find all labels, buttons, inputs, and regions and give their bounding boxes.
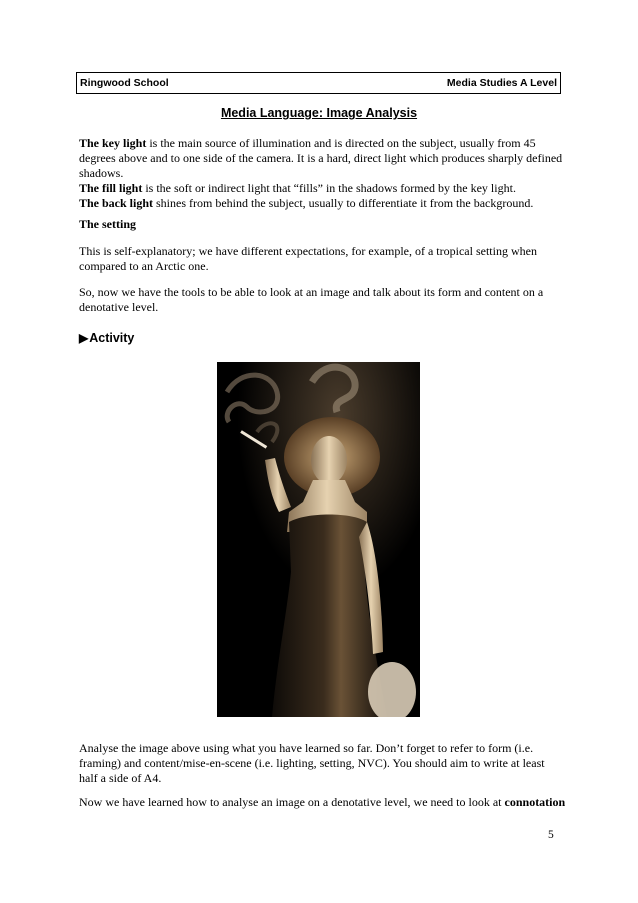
page-title: Media Language: Image Analysis [220,106,418,120]
key-light-text-2: degrees above and to one side of the camera. It is a hard, direct light which produces sharply defined [79,151,563,165]
key-light-term: The key light [79,136,147,150]
back-light-term: The back light [79,196,154,210]
analyse-text-3: half a side of A4. [79,771,162,785]
analyse-text-2: framing) and content/mise-en-scene (i.e. lighting, setting, NVC). You should aim to write at least [79,756,545,770]
key-light-text-1: is the main source of illumination and is directed on the subject, usually from 45 [146,136,536,150]
setting-heading [79,217,559,232]
activity-photograph [217,362,420,717]
page-header [76,72,561,94]
activity-label: Activity [89,331,135,345]
play-triangle-icon: ▶ [79,331,89,345]
fill-light-text: is the soft or indirect light that “fills” in the shadows formed by the key light. [142,181,516,195]
tools-text-1: So, now we have the tools to be able to look at an image and talk about its form and content on a [79,285,544,299]
fill-light-term: The fill light [79,181,143,195]
setting-text-2: compared to an Arctic one. [79,259,209,273]
tools-text-2: denotative level. [79,300,159,314]
analyse-paragraph [79,741,559,786]
header-school: Ringwood School [80,77,169,89]
connotation-text: Now we have learned how to analyse an image on a denotative level, we need to look at [79,795,505,809]
back-light-text: shines from behind the subject, usually to differentiate it from the background. [153,196,534,210]
setting-text-1: This is self-explanatory; we have different expectations, for example, of a tropical setting when [79,244,537,258]
setting-heading-text: The setting [79,217,136,231]
setting-paragraph [79,244,559,274]
lighting-paragraph [79,136,563,211]
page-number: 5 [548,829,554,841]
connotation-paragraph [79,795,566,810]
header-course: Media Studies A Level [446,77,557,89]
analyse-text-1: Analyse the image above using what you have learned so far. Don’t forget to refer to form (i.e. [79,741,534,755]
activity-heading [79,331,134,345]
tools-paragraph [79,285,559,315]
key-light-text-3: shadows. [79,166,124,180]
photograph-woman-smoking-icon [217,362,420,717]
connotation-term: connotation [504,795,566,809]
